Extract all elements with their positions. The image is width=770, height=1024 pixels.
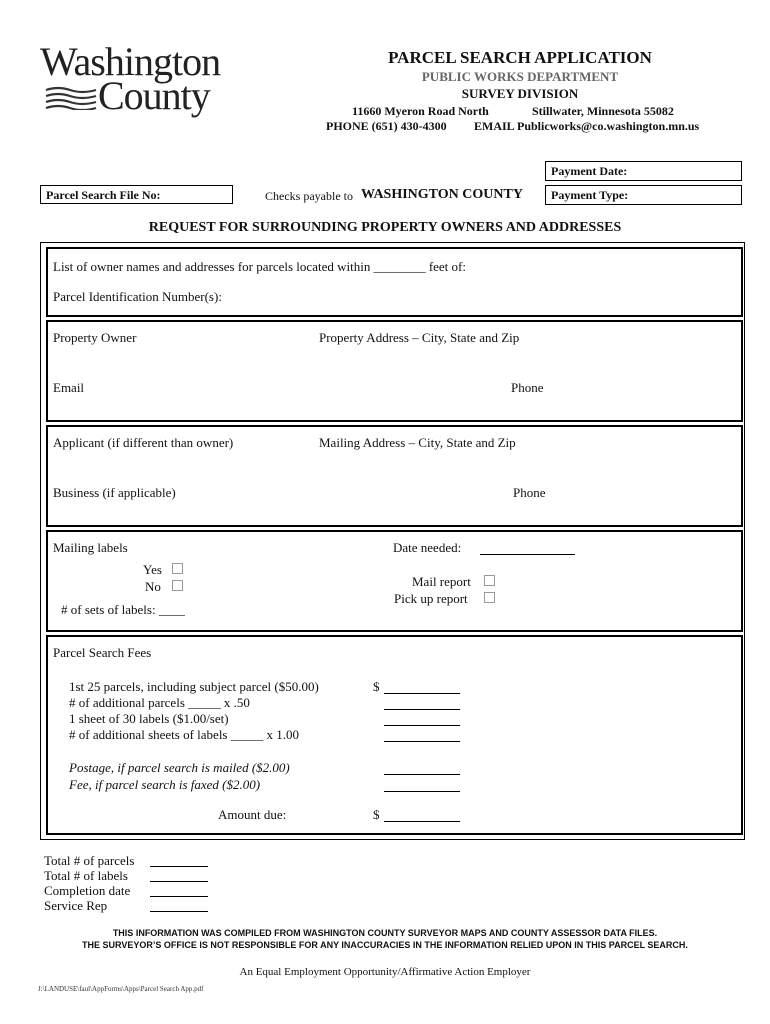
fee-dollar-sign: $ xyxy=(373,679,380,694)
fees-title: Parcel Search Fees xyxy=(53,645,152,660)
logo-county: County xyxy=(98,73,210,118)
date-needed-label: Date needed: xyxy=(393,540,462,555)
file-no-box[interactable]: Parcel Search File No: xyxy=(40,185,233,204)
pickup-report-checkbox[interactable] xyxy=(484,592,495,603)
fee-additional-sheets-input[interactable] xyxy=(384,741,460,742)
labels-no-checkbox[interactable] xyxy=(172,580,183,591)
service-rep-label: Service Rep xyxy=(44,898,108,913)
file-path: J:\LANDUSE\faul\AppForms\Apps\Parcel Search App.pdf xyxy=(38,985,204,993)
parcel-request-section xyxy=(46,247,743,317)
pickup-report-label: Pick up report xyxy=(394,591,468,606)
property-address-field[interactable]: Property Address – City, State and Zip xyxy=(319,330,520,345)
fee-fax-input[interactable] xyxy=(384,791,460,792)
service-rep-input[interactable] xyxy=(150,911,208,912)
payment-date-box[interactable]: Payment Date: xyxy=(545,161,742,181)
labels-yes-label: Yes xyxy=(143,562,162,577)
total-labels-label: Total # of labels xyxy=(44,868,128,883)
email-field[interactable]: Email xyxy=(53,380,85,395)
amount-due-input[interactable] xyxy=(384,821,460,822)
sets-of-labels-field[interactable]: # of sets of labels: ____ xyxy=(61,602,185,617)
total-parcels-label: Total # of parcels xyxy=(44,853,135,868)
date-needed-input[interactable] xyxy=(480,554,575,555)
applicant-section xyxy=(46,425,743,527)
fee-line-fax: Fee, if parcel search is faxed ($2.00) xyxy=(69,777,261,792)
amount-due-dollar: $ xyxy=(373,807,380,822)
amount-due-label: Amount due: xyxy=(218,807,287,822)
owner-section xyxy=(46,320,743,422)
logo-waves-icon xyxy=(44,86,98,110)
city-address: Stillwater, Minnesota 55082 xyxy=(532,104,674,118)
labels-yes-checkbox[interactable] xyxy=(172,563,183,574)
property-owner-field[interactable]: Property Owner xyxy=(53,330,137,345)
total-labels-input[interactable] xyxy=(150,881,208,882)
completion-date-input[interactable] xyxy=(150,896,208,897)
applicant-phone-field[interactable]: Phone xyxy=(513,485,546,500)
logo-washington: Washington xyxy=(40,39,221,84)
labels-no-label: No xyxy=(145,579,161,594)
mailing-labels-label: Mailing labels xyxy=(53,540,128,555)
phone-line: PHONE (651) 430-4300 xyxy=(326,119,447,133)
distance-field[interactable]: List of owner names and addresses for parcels located within ________ feet of: xyxy=(53,259,466,274)
mail-report-label: Mail report xyxy=(412,574,471,589)
fee-line-base: 1st 25 parcels, including subject parcel ($50.00) xyxy=(69,679,319,694)
fee-labels-input[interactable] xyxy=(384,725,460,726)
email-line: EMAIL Publicworks@co.washington.mn.us xyxy=(474,119,700,133)
street-address: 11660 Myeron Road North xyxy=(352,104,489,118)
labels-section xyxy=(46,530,743,632)
payment-type-box[interactable]: Payment Type: xyxy=(545,185,742,205)
business-field[interactable]: Business (if applicable) xyxy=(53,485,176,500)
disclaimer-line-1: THIS INFORMATION WAS COMPILED FROM WASHINGTON COUNTY SURVEYOR MAPS AND COUNTY ASSESSOR DATA FILES. xyxy=(112,928,658,938)
mail-report-checkbox[interactable] xyxy=(484,575,495,586)
checks-payable-label: Checks payable to xyxy=(265,189,353,203)
department: PUBLIC WORKS DEPARTMENT xyxy=(421,69,619,84)
fee-line-additional-parcels[interactable]: # of additional parcels _____ x .50 xyxy=(69,695,250,710)
total-parcels-input[interactable] xyxy=(150,866,208,867)
fee-line-labels: 1 sheet of 30 labels ($1.00/set) xyxy=(69,711,229,726)
form-title: PARCEL SEARCH APPLICATION xyxy=(388,48,652,67)
mailing-address-field[interactable]: Mailing Address – City, State and Zip xyxy=(319,435,516,450)
fee-base-input[interactable] xyxy=(384,693,460,694)
fees-section xyxy=(46,635,743,835)
fee-line-additional-sheets[interactable]: # of additional sheets of labels _____ x 1.00 xyxy=(69,727,299,742)
request-title: REQUEST FOR SURROUNDING PROPERTY OWNERS AND ADDRESSES xyxy=(148,220,622,235)
applicant-field[interactable]: Applicant (if different than owner) xyxy=(53,435,234,450)
division: SURVEY DIVISION xyxy=(461,86,579,101)
fee-postage-input[interactable] xyxy=(384,774,460,775)
checks-payee: WASHINGTON COUNTY xyxy=(361,187,523,202)
disclaimer-line-2: THE SURVEYOR’S OFFICE IS NOT RESPONSIBLE FOR ANY INACCURACIES IN THE INFORMATION RELIED UPON IN THIS PARCEL SEARCH. xyxy=(82,940,688,950)
fee-line-postage: Postage, if parcel search is mailed ($2.00) xyxy=(69,760,290,775)
fee-additional-parcels-input[interactable] xyxy=(384,709,460,710)
pin-field[interactable]: Parcel Identification Number(s): xyxy=(53,289,222,304)
eeo-statement: An Equal Employment Opportunity/Affirmative Action Employer xyxy=(239,966,531,978)
completion-date-label: Completion date xyxy=(44,883,131,898)
owner-phone-field[interactable]: Phone xyxy=(511,380,544,395)
